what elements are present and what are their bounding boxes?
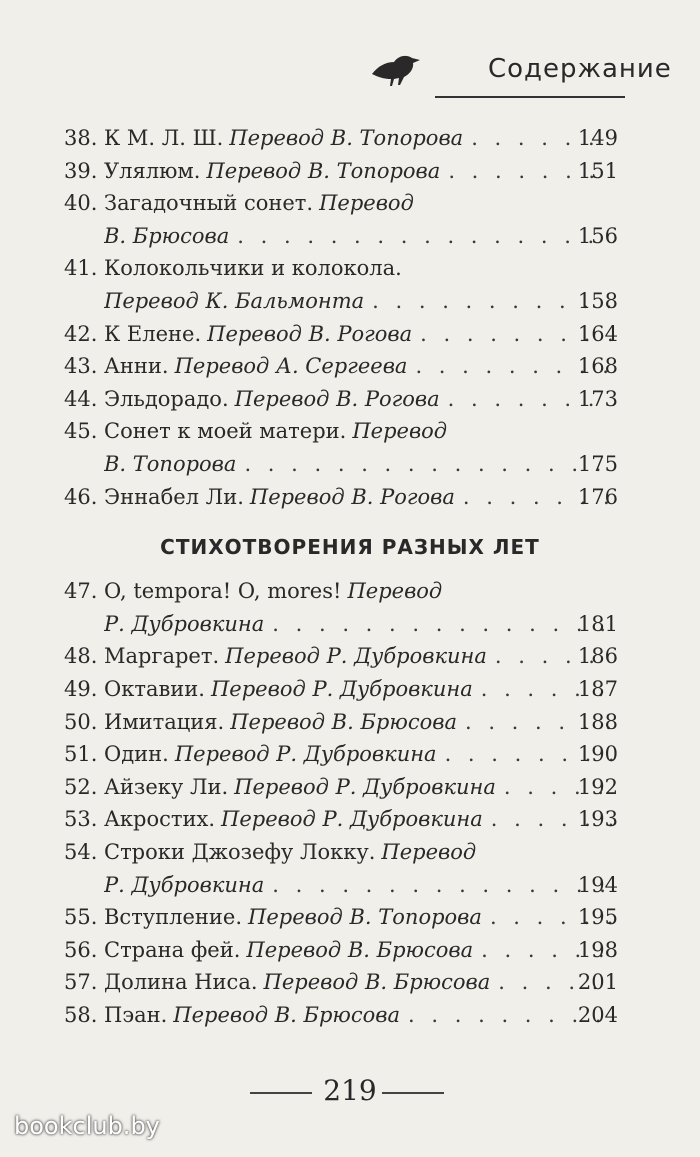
entry-title: Долина Ниса.: [104, 970, 258, 995]
entry-text: [104, 155, 618, 187]
entry-text: [104, 608, 618, 640]
entry-number: 51.: [64, 742, 98, 767]
entry-page: 158: [577, 289, 618, 313]
entry-translator: Перевод В. Топорова: [206, 158, 441, 183]
entry-title: К М. Л. Ш.: [104, 126, 224, 150]
entry-page: 181: [577, 611, 618, 636]
entry-page: 176: [577, 484, 618, 509]
entry-number: 40.: [64, 191, 98, 216]
leader-dots: [272, 608, 614, 640]
entry-number: 58.: [64, 1003, 98, 1027]
entry-translator: Перевод А. Сергеева: [174, 354, 408, 379]
entry-translator: Перевод Р. Дубровкина: [210, 677, 473, 701]
entry-page: 175: [577, 452, 618, 476]
toc-entry: [0, 575, 700, 607]
entry-translator: Перевод Р. Дубровкина: [225, 644, 487, 669]
entry-page: 193: [577, 807, 618, 832]
toc-entry: [0, 771, 700, 803]
entry-title: Эннабел Ли.: [104, 484, 244, 509]
entry-translator: Перевод: [352, 419, 448, 444]
entry-number: 39.: [64, 158, 98, 183]
entry-page: 188: [577, 709, 618, 734]
toc-entry: [0, 415, 700, 447]
entry-number: 48.: [64, 644, 98, 669]
footer-rule-left: [250, 1092, 312, 1094]
entry-title: Сонет к моей матери.: [104, 419, 347, 444]
entry-number: 56.: [64, 937, 98, 962]
toc-entry: [0, 640, 700, 672]
entry-number: 54.: [64, 840, 98, 864]
toc-entry: [0, 350, 700, 382]
entry-translator: Перевод В. Брюсова: [230, 709, 457, 734]
entry-text: [104, 673, 618, 705]
entry-page: 164: [577, 321, 618, 346]
entry-translator: Перевод В. Рогова: [249, 484, 455, 509]
entry-number: 57.: [64, 970, 98, 995]
entry-text: [104, 803, 618, 835]
toc-entry: [0, 155, 700, 187]
entry-page: 173: [577, 386, 618, 411]
section-title: СТИХОТВОРЕНИЯ РАЗНЫХ ЛЕТ: [160, 535, 540, 560]
entry-text: [104, 575, 618, 607]
entry-page: 194: [577, 872, 618, 897]
entry-title: Маргарет.: [104, 644, 220, 669]
entry-text: [104, 122, 618, 154]
toc-entry: [0, 901, 700, 933]
page-number: 219: [323, 1074, 377, 1107]
entry-page: 156: [577, 223, 618, 248]
entry-text: [104, 836, 618, 868]
toc-entry: [0, 706, 700, 738]
toc-entry: [0, 934, 700, 966]
entry-text: [104, 383, 618, 415]
entry-page: 151: [577, 158, 618, 183]
entry-title: Анни.: [104, 354, 169, 379]
entry-text: [104, 318, 618, 350]
raven-icon: [370, 52, 422, 88]
entry-text: [104, 869, 618, 901]
entry-number: 45.: [64, 419, 98, 444]
entry-page: 186: [577, 644, 618, 669]
entry-title: К Елене.: [104, 321, 202, 346]
entry-page: 149: [577, 126, 618, 150]
toc-entry: [0, 966, 700, 998]
toc-entry: [0, 836, 700, 868]
entry-translator: Перевод В. Брюсова: [173, 1003, 401, 1027]
entry-text: [104, 966, 618, 998]
entry-title: Имитация.: [104, 709, 225, 734]
entry-number: 38.: [64, 126, 98, 150]
toc-entry: [0, 383, 700, 415]
entry-translator: Перевод В. Топорова: [229, 126, 464, 150]
entry-number: 42.: [64, 321, 98, 346]
entry-title: O, tempora! O, mores!: [104, 579, 342, 604]
entry-text: [104, 252, 618, 284]
toc-entry: [0, 738, 700, 770]
toc-entry: [0, 187, 700, 219]
entry-title: Айзеку Ли.: [104, 774, 229, 799]
entry-title: Вступление.: [104, 905, 243, 930]
entry-number: 53.: [64, 807, 98, 832]
entry-page: 198: [577, 937, 618, 962]
entry-title: Колокольчики и колокола.: [104, 256, 402, 281]
entry-text: [104, 220, 618, 252]
toc-entry-continuation: [0, 220, 700, 252]
entry-number: 52.: [64, 774, 98, 799]
entry-page: 201: [577, 970, 618, 995]
entry-translator: Перевод Р. Дубровкина: [221, 807, 483, 832]
toc-entry: [0, 999, 700, 1031]
toc-entry-continuation: [0, 608, 700, 640]
entry-text: [104, 187, 618, 219]
toc-entry: [0, 252, 700, 284]
entry-translator: Перевод Р. Дубровкина: [174, 742, 437, 767]
entry-translator: Перевод В. Рогова: [207, 321, 413, 346]
entry-text: [104, 415, 618, 447]
entry-page: 168: [577, 354, 618, 379]
entry-text: [104, 999, 618, 1031]
entry-text: [104, 771, 618, 803]
entry-translator: Перевод В. Рогова: [234, 386, 440, 411]
entry-translator: В. Топорова: [104, 452, 237, 476]
entry-text: [104, 934, 618, 966]
toc-entry: [0, 803, 700, 835]
entry-number: 47.: [64, 579, 98, 604]
entry-translator: Перевод К. Бальмонта: [104, 289, 365, 313]
header-rule: [435, 96, 625, 98]
entry-translator: Перевод В. Брюсова: [246, 937, 474, 962]
header-title: Содержание: [488, 54, 672, 84]
entry-text: [104, 901, 618, 933]
entry-title: Строки Джозефу Локку.: [104, 840, 376, 864]
toc-entry: [0, 673, 700, 705]
entry-translator: Перевод Р. Дубровкина: [234, 774, 496, 799]
toc-entry: [0, 318, 700, 350]
entry-translator: Перевод: [381, 840, 477, 864]
entry-text: [104, 738, 618, 770]
toc-entry: [0, 481, 700, 513]
entry-translator: Перевод В. Топорова: [248, 905, 482, 930]
entry-number: 55.: [64, 905, 98, 930]
toc-entry-continuation: [0, 285, 700, 317]
entry-number: 41.: [64, 256, 98, 281]
entry-translator: Перевод: [347, 579, 443, 604]
entry-text: [104, 448, 618, 480]
entry-title: Акростих.: [104, 807, 216, 832]
toc-entry-continuation: [0, 869, 700, 901]
entry-translator: Р. Дубровкина: [104, 611, 265, 636]
entry-number: 50.: [64, 709, 98, 734]
toc-entry-continuation: [0, 448, 700, 480]
entry-page: 195: [577, 905, 618, 930]
entry-title: Октавии.: [104, 677, 205, 701]
watermark: bookclub.by: [14, 1112, 160, 1140]
entry-page: 192: [577, 774, 618, 799]
entry-page: 190: [577, 742, 618, 767]
entry-translator: Перевод: [319, 191, 414, 216]
entry-page: 204: [577, 1003, 618, 1027]
leader-dots: [237, 220, 614, 252]
entry-number: 46.: [64, 484, 98, 509]
entry-translator: Р. Дубровкина: [104, 872, 265, 897]
footer-rule-right: [382, 1092, 444, 1094]
entry-text: [104, 481, 618, 513]
leader-dots: [272, 869, 614, 901]
entry-number: 49.: [64, 677, 98, 701]
entry-title: Страна фей.: [104, 937, 241, 962]
leader-dots: [244, 448, 614, 480]
entry-title: Улялюм.: [104, 158, 201, 183]
entry-translator: Перевод В. Брюсова: [263, 970, 491, 995]
entry-title: Эльдорадо.: [104, 386, 229, 411]
page-footer: [0, 1070, 700, 1110]
toc-entry: [0, 122, 700, 154]
entry-number: 43.: [64, 354, 98, 379]
entry-number: 44.: [64, 386, 98, 411]
entry-title: Загадочный сонет.: [104, 191, 314, 216]
running-header: [0, 0, 700, 110]
entry-text: [104, 285, 618, 317]
entry-text: [104, 706, 618, 738]
entry-title: Один.: [104, 742, 169, 767]
entry-text: [104, 640, 618, 672]
entry-page: 187: [577, 677, 618, 701]
entry-translator: В. Брюсова: [104, 223, 230, 248]
entry-title: Пэан.: [104, 1003, 168, 1027]
entry-text: [104, 350, 618, 382]
